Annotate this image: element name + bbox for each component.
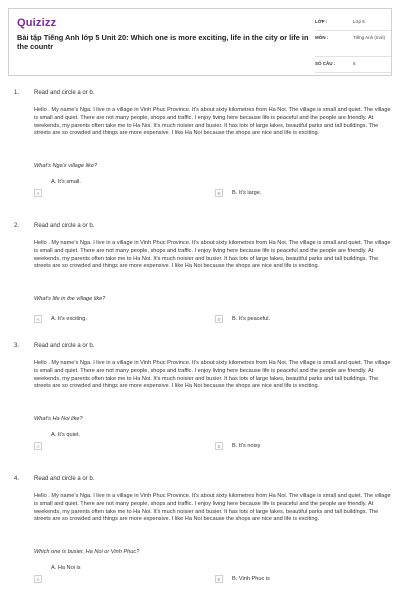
reading-passage: Hello . My name's Nga. I live in a village in Vinh Phuc Province. It's about sixty kilometres from Ha Noi. The village is small and quiet. The village is small and quiet. There are not many people, shops and traffic. I enjoy living here because life is peaceful and the people are friendly. At weekends, my parents often take me to Ha Noi. It's much noisier and busier. It has lots of large lakes, beautiful parks and tall buildings. The streets are so crowded and things are more expensive. I like Ha Noi because the shops are nice and life is exciting.: [34, 107, 391, 137]
worksheet-header: [8, 8, 392, 76]
worksheet-meta: [315, 15, 391, 73]
option-b-checkbox[interactable]: B: [215, 575, 223, 583]
option-b-checkbox[interactable]: B: [215, 442, 223, 450]
option-a-checkbox[interactable]: A: [34, 189, 42, 197]
question-instruction: Read and circle a or b.: [34, 343, 95, 349]
question-instruction: Read and circle a or b.: [34, 476, 95, 482]
option-a-text: A. It's quiet.: [51, 432, 81, 438]
option-a-text: A. It's small.: [51, 179, 81, 185]
option-b-text: B. It's large.: [232, 190, 262, 196]
question-prompt: What's Nga's village like?: [34, 163, 98, 169]
meta-key-subject: MÔN :: [315, 35, 329, 40]
reading-passage: Hello . My name's Nga. I live in a village in Vinh Phuc Province. It's about sixty kilometres from Ha Noi. The village is small and quiet. The village is small and quiet. There are not many people, shops and traffic. I enjoy living here because life is peaceful and the people are friendly. At weekends, my parents often take me to Ha Noi. It's much noisier and busier. It has lots of large lakes, beautiful parks and tall buildings. The streets are so crowded and things are more expensive. I like Ha Noi because the shops are nice and life is exciting.: [34, 493, 391, 523]
option-a-checkbox[interactable]: A: [34, 575, 42, 583]
question-prompt: What's Ha Noi like?: [34, 416, 83, 422]
option-a-checkbox[interactable]: A: [34, 442, 42, 450]
question-instruction: Read and circle a or b.: [34, 223, 95, 229]
meta-key-grade: LỚP :: [315, 19, 328, 24]
quizizz-logo: Quizizz: [17, 17, 57, 29]
question-number: 2.: [14, 223, 20, 229]
option-b-text: B. Vinh Phuc is: [232, 576, 270, 582]
option-b-text: B. It's peaceful.: [232, 316, 271, 322]
meta-value-grade: Lớp 5: [353, 19, 365, 24]
question-number: 4.: [14, 476, 20, 482]
reading-passage: Hello . My name's Nga. I live in a village in Vinh Phuc Province. It's about sixty kilometres from Ha Noi. The village is small and quiet. The village is small and quiet. There are not many people, shops and traffic. I enjoy living here because life is peaceful and the people are friendly. At weekends, my parents often take me to Ha Noi. It's much noisier and busier. It has lots of large lakes, beautiful parks and tall buildings. The streets are so crowded and things are more expensive. I like Ha Noi because the shops are nice and life is exciting.: [34, 360, 391, 390]
option-a-checkbox[interactable]: A: [34, 315, 42, 323]
meta-row-count: [315, 57, 391, 73]
meta-value-count: 5: [353, 61, 356, 66]
option-b-checkbox[interactable]: B: [215, 315, 223, 323]
question-number: 3.: [14, 343, 20, 349]
meta-key-count: SỐ CÂU :: [315, 61, 336, 66]
option-b-text: B. It's noisy: [232, 443, 261, 449]
question-prompt: Which one is busier, Ha Noi or Vinh Phuc?: [34, 549, 140, 555]
meta-value-subject: Tiếng Anh (mới): [353, 35, 386, 40]
reading-passage: Hello . My name's Nga. I live in a village in Vinh Phuc Province. It's about sixty kilometres from Ha Noi. The village is small and quiet. The village is small and quiet. There are not many people, shops and traffic. I enjoy living here because life is peaceful and the people are friendly. At weekends, my parents often take me to Ha Noi. It's much noisier and busier. It has lots of large lakes, beautiful parks and tall buildings. The streets are so crowded and things are more expensive. I like Ha Noi because the shops are nice and life is exciting.: [34, 240, 391, 270]
question-instruction: Read and circle a or b.: [34, 90, 95, 96]
meta-row-subject: [315, 31, 391, 57]
worksheet-title: Bài tập Tiếng Anh lớp 5 Unit 20: Which one is more exciting, life in the city or life in the countr: [17, 33, 309, 51]
question-prompt: What's life in the village like?: [34, 296, 106, 302]
option-a-text: A. Ha Noi is: [51, 565, 81, 571]
meta-row-grade: [315, 15, 391, 31]
question-number: 1.: [14, 90, 20, 96]
option-b-checkbox[interactable]: B: [215, 189, 223, 197]
option-a-text: A. It's exciting.: [51, 316, 87, 322]
